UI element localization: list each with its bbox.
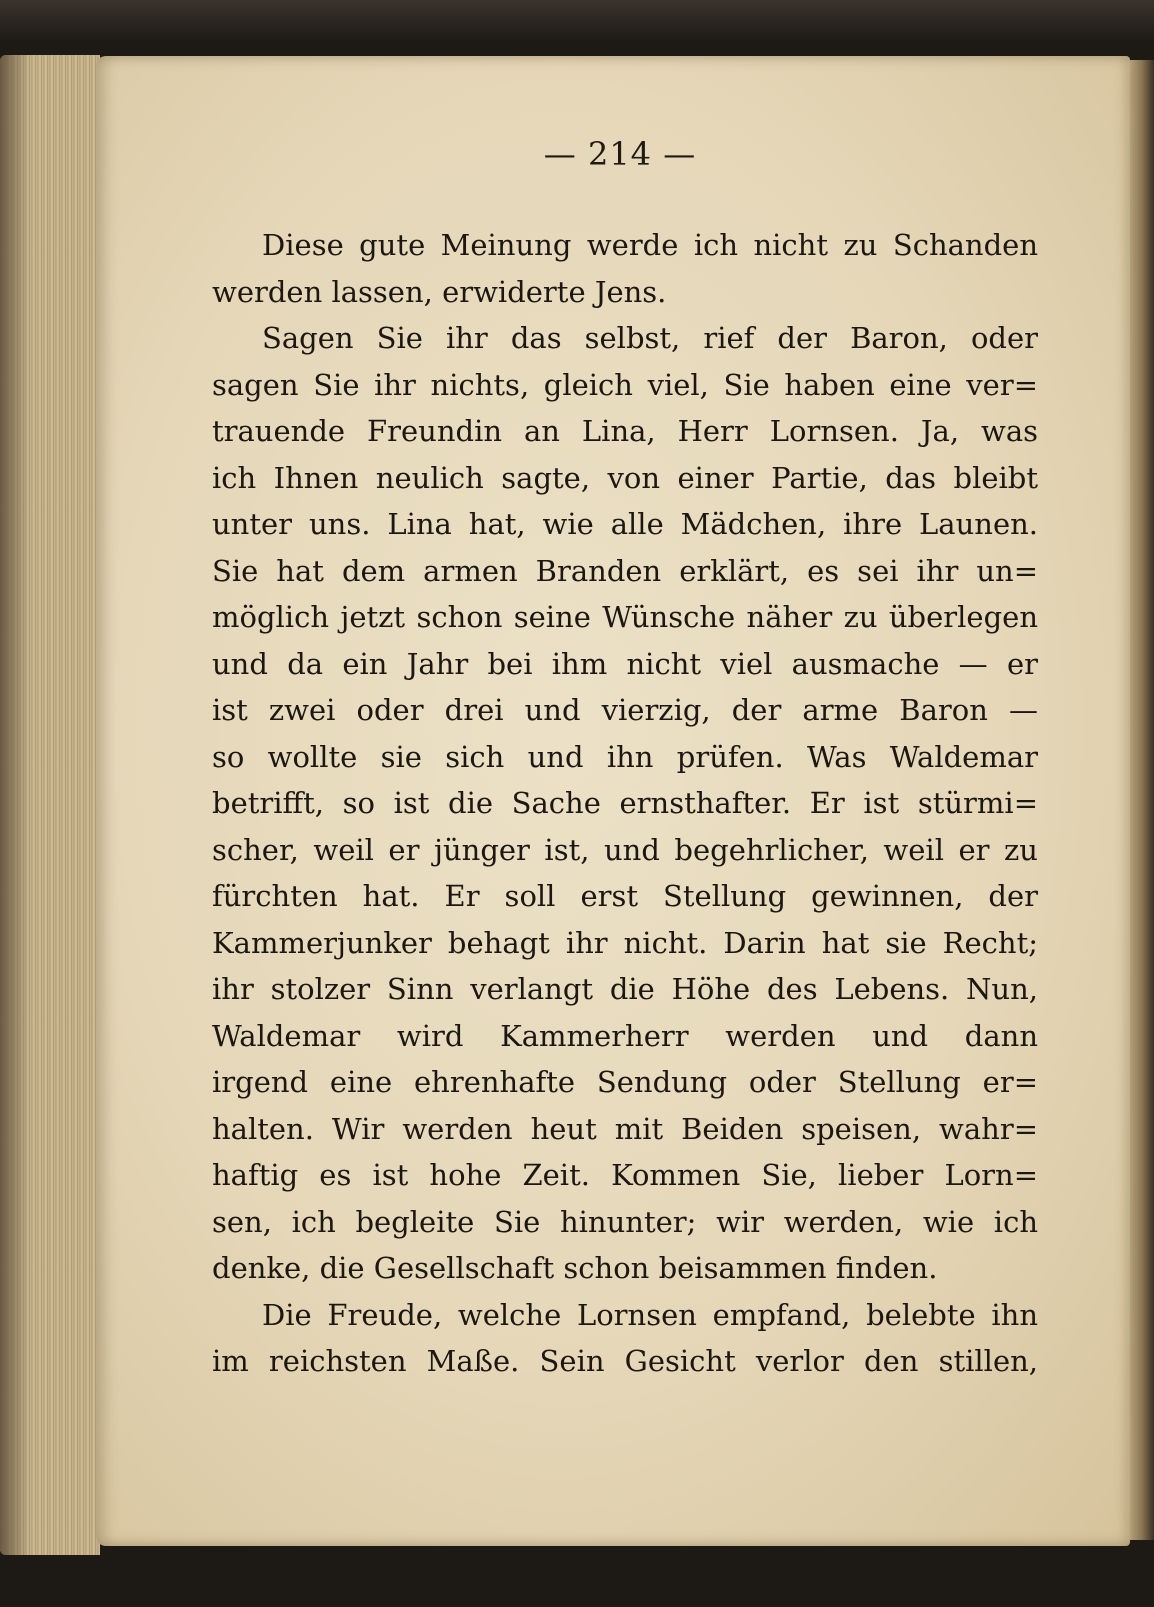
text-line: Sagen Sie ihr das selbst, rief der Baron, oder xyxy=(262,321,1038,355)
text-line: und da ein Jahr bei ihm nicht viel ausmache — er xyxy=(212,646,1038,681)
text-line: betrifft, so ist die Sache ernsthafter. Er ist stürmi= xyxy=(212,786,1038,820)
text-line: irgend eine ehrenhafte Sendung oder Stellung er= xyxy=(212,1065,1038,1099)
text-line: trauende Freundin an Lina, Herr Lornsen. Ja, was xyxy=(212,414,1038,448)
text-line: Sie hat dem armen Branden erklärt, es sei ihr un= xyxy=(212,553,1038,588)
text-line: Die Freude, welche Lornsen empfand, belebte ihn xyxy=(262,1297,1038,1332)
page-stack-shadow xyxy=(0,55,30,1555)
text-line: sagen Sie ihr nichts, gleich viel, Sie haben eine ver= xyxy=(212,367,1038,402)
text-line: unter uns. Lina hat, wie alle Mädchen, ihre Launen. xyxy=(212,507,1038,541)
text-line: halten. Wir werden heut mit Beiden speisen, wahr= xyxy=(212,1111,1038,1146)
text-line: denke, die Gesellschaft schon beisammen finden. xyxy=(212,1251,938,1285)
text-line: so wollte sie sich und ihn prüfen. Was Waldemar xyxy=(212,739,1038,774)
text-line: Diese gute Meinung werde ich nicht zu Schanden xyxy=(262,228,1038,262)
text-line: ich Ihnen neulich sagte, von einer Partie, das bleibt xyxy=(212,460,1038,495)
text-line: werden lassen, erwiderte Jens. xyxy=(212,274,667,309)
page-number-header: — 214 — xyxy=(543,135,697,173)
text-line: haftig es ist hohe Zeit. Kommen Sie, lieber Lorn= xyxy=(212,1158,1038,1192)
book-top-edge xyxy=(0,0,1154,40)
text-line: im reichsten Maße. Sein Gesicht verlor den stillen, xyxy=(212,1344,1038,1378)
text-line: Waldemar wird Kammerherr werden und dann xyxy=(212,1018,1038,1053)
body-text xyxy=(212,222,1038,1385)
text-line: ist zwei oder drei und vierzig, der arme Baron — xyxy=(212,693,1038,727)
text-line: möglich jetzt schon seine Wünsche näher zu überlegen xyxy=(212,600,1038,634)
text-line: fürchten hat. Er soll erst Stellung gewinnen, der xyxy=(212,879,1038,913)
text-line: sen, ich begleite Sie hinunter; wir werden, wie ich xyxy=(212,1204,1038,1239)
text-line: Kammerjunker behagt ihr nicht. Darin hat sie Recht; xyxy=(212,925,1038,960)
text-line: scher, weil er jünger ist, und begehrlicher, weil er zu xyxy=(212,832,1038,867)
text-line: ihr stolzer Sinn verlangt die Höhe des Lebens. Nun, xyxy=(212,972,1038,1006)
